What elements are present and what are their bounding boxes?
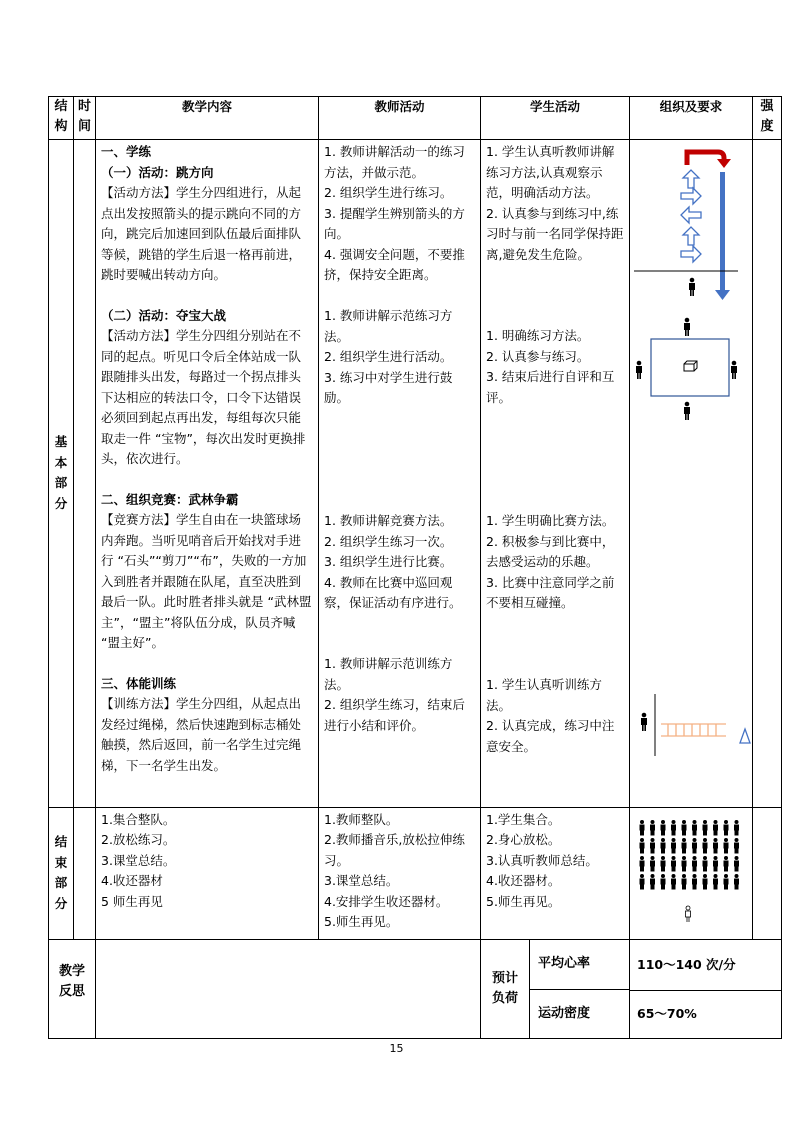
student-g2-item: 2. 认真参与练习。 xyxy=(486,348,590,364)
end-student-item: 3.认真听教师总结。 xyxy=(486,852,598,868)
end-content-cell xyxy=(96,807,319,940)
student-figure-icon xyxy=(734,838,739,854)
student-figure-icon xyxy=(661,874,666,890)
basic-intensity-cell xyxy=(753,140,782,808)
end-content-item: 5 师生再见 xyxy=(101,893,163,909)
end-teacher-item: 2.教师播音乐,放松拉伸练习。 xyxy=(324,832,465,868)
student-g1-item: 1. 学生认真听教师讲解练习方法,认真观察示范，明确活动方法。 xyxy=(486,144,615,200)
teacher-g1-item: 1. 教师讲解活动一的练习方法，并做示范。 xyxy=(324,144,465,180)
basic-teacher-cell xyxy=(319,140,481,808)
density-value-cell xyxy=(630,990,782,1039)
density-label: 运动密度 xyxy=(538,1005,591,1021)
heart-rate-value: 110～140 次/分 xyxy=(637,956,736,972)
basic-section-time xyxy=(74,140,96,808)
student-figure-icon xyxy=(703,820,708,836)
heart-rate-label: 平均心率 xyxy=(538,956,591,972)
load-label: 预计负荷 xyxy=(491,971,518,1006)
student-figure-icon xyxy=(724,874,729,890)
arrow-up-icon xyxy=(683,170,699,188)
marker-cone-icon xyxy=(740,729,750,743)
content-heading-3: 三、体能训练 xyxy=(101,675,177,691)
end-teacher-item: 3.课堂总结。 xyxy=(324,873,399,888)
student-figure-icon xyxy=(650,874,655,890)
teacher-g1-item: 3. 提醒学生辨别箭头的方向。 xyxy=(324,205,465,241)
organization-diagrams xyxy=(630,140,753,800)
end-content-item: 4.收还器材 xyxy=(101,873,163,888)
arrow-right-icon xyxy=(681,246,701,262)
student-g1-item: 2. 认真参与到练习中,练习时与前一名同学保持距离,避免发生危险。 xyxy=(486,205,624,262)
student-figure-icon xyxy=(650,838,655,854)
person-icon xyxy=(689,278,695,296)
person-icon xyxy=(641,713,647,731)
end-intensity-cell xyxy=(753,807,782,940)
person-icon xyxy=(636,361,642,379)
content-sub2-text: 【活动方法】学生分四组分别站在不同的起点。听见口令后全体站成一队跟随排头出发，每路过一个拐点排头下达相应的转法口令，口令下达错误必须回到起点再出发，每组每次只能取走一件 “宝物”，每次出发时更换排头，依次进行。 xyxy=(101,328,306,466)
student-figure-icon xyxy=(640,874,645,890)
student-figure-icon xyxy=(703,856,708,872)
end-teacher-item: 1.教师整队。 xyxy=(324,811,399,827)
teacher-g2-item: 1. 教师讲解示范练习方法。 xyxy=(324,308,453,344)
teacher-g4-item: 2. 组织学生练习，结束后进行小结和评价。 xyxy=(324,697,465,733)
turn-arrow-icon xyxy=(687,152,724,165)
reflection-row xyxy=(49,940,782,991)
content-heading-1: 一、学练 xyxy=(101,144,152,159)
header-structure: 结构 xyxy=(49,97,74,140)
turn-arrow-head-icon xyxy=(717,159,731,168)
end-student-item: 4.收还器材。 xyxy=(486,873,561,888)
arrow-left-icon xyxy=(681,207,701,223)
student-figure-icon xyxy=(650,820,655,836)
end-teacher-item: 5.师生再见。 xyxy=(324,914,399,929)
return-arrow-head-icon xyxy=(715,290,730,300)
basic-organization-cell xyxy=(630,140,753,808)
end-section-label: 结束部分 xyxy=(49,807,74,940)
student-figure-icon xyxy=(703,838,708,854)
jump-direction-diagram xyxy=(634,152,738,300)
end-organization-cell xyxy=(630,807,753,940)
end-teacher-item: 4.安排学生收还器材。 xyxy=(324,893,449,909)
teacher-g4-item: 1. 教师讲解示范训练方法。 xyxy=(324,656,453,692)
student-g2-item: 1. 明确练习方法。 xyxy=(486,328,590,343)
arrow-up-icon xyxy=(683,227,699,245)
person-icon xyxy=(684,318,690,336)
end-student-item: 1.学生集合。 xyxy=(486,811,561,827)
student-figure-icon xyxy=(640,838,645,854)
student-figure-icon xyxy=(713,820,718,836)
student-figure-icon xyxy=(661,838,666,854)
student-g4-item: 2. 认真完成，练习中注意安全。 xyxy=(486,718,615,754)
student-figure-icon xyxy=(734,820,739,836)
teacher-figure-icon xyxy=(686,906,691,922)
student-figure-icon xyxy=(682,856,687,872)
teacher-g3-item: 3. 组织学生进行比赛。 xyxy=(324,554,453,569)
student-figure-icon xyxy=(692,838,697,854)
reflection-text-cell xyxy=(96,940,481,1039)
basic-section-label: 基本部分 xyxy=(49,140,74,808)
end-student-item: 2.身心放松。 xyxy=(486,832,561,847)
student-figure-icon xyxy=(692,874,697,890)
student-figure-icon xyxy=(724,820,729,836)
student-figure-icon xyxy=(682,838,687,854)
content-sub3-text: 【竞赛方法】学生自由在一块篮球场内奔跑。当听见哨音后开始找对手进行 “石头”“剪刀”“布”，失败的一方加入到胜者并跟随在队尾，直至决胜到最后一队。此时胜者排头就是 “武林盟主”，“盟主”将队伍分成，队员齐喊 “盟主好”。 xyxy=(101,512,312,650)
student-figure-icon xyxy=(713,874,718,890)
end-student-cell xyxy=(481,807,630,940)
student-figure-icon xyxy=(661,856,666,872)
rope-ladder xyxy=(661,724,726,736)
student-figure-icon xyxy=(682,820,687,836)
header-content: 教学内容 xyxy=(96,97,319,140)
heart-rate-value-cell xyxy=(630,940,782,991)
basic-student-cell xyxy=(481,140,630,808)
teacher-g3-item: 1. 教师讲解竞赛方法。 xyxy=(324,513,453,528)
end-content-item: 3.课堂总结。 xyxy=(101,852,176,868)
reflection-label: 教学反思 xyxy=(58,964,85,999)
person-icon xyxy=(684,402,690,420)
end-section-row xyxy=(49,807,782,940)
teacher-g1-item: 2. 组织学生进行练习。 xyxy=(324,185,453,200)
content-sub4-text: 【训练方法】学生分四组，从起点出发经过绳梯，然后快速跑到标志桶处触摸，然后返回，前一名学生过完绳梯，下一名学生出发。 xyxy=(101,696,302,773)
header-intensity: 强度 xyxy=(753,97,782,140)
student-figure-icon xyxy=(671,820,676,836)
student-figure-icon xyxy=(692,856,697,872)
student-figure-icon xyxy=(671,838,676,854)
end-section-time xyxy=(74,807,96,940)
header-organization: 组织及要求 xyxy=(630,97,753,140)
student-figure-icon xyxy=(682,874,687,890)
end-teacher-cell xyxy=(319,807,481,940)
person-icon xyxy=(731,361,737,379)
treasure-box-icon xyxy=(684,361,697,371)
student-figure-icon xyxy=(724,856,729,872)
end-content-item: 1.集合整队。 xyxy=(101,811,176,827)
teacher-g2-item: 3. 练习中对学生进行鼓励。 xyxy=(324,369,453,405)
teacher-g3-item: 2. 组织学生练习一次。 xyxy=(324,533,453,549)
student-figure-icon xyxy=(734,874,739,890)
teacher-g1-item: 4. 强调安全问题，不要推挤，保持安全距离。 xyxy=(324,246,465,282)
student-figure-icon xyxy=(640,856,645,872)
student-g3-item: 3. 比赛中注意同学之前不要相互碰撞。 xyxy=(486,574,615,610)
basic-content-cell xyxy=(96,140,319,808)
teacher-g2-item: 2. 组织学生进行活动。 xyxy=(324,349,453,364)
header-student: 学生活动 xyxy=(481,97,630,140)
student-g3-item: 2. 积极参与到比赛中，去感受运动的乐趣。 xyxy=(486,533,615,569)
reflection-label-cell xyxy=(49,940,96,1039)
page-number: 15 xyxy=(389,1042,404,1055)
student-figure-icon xyxy=(724,838,729,854)
header-row xyxy=(49,97,782,140)
teacher-g3-item: 4. 教师在比赛中巡回观察，保证活动有序进行。 xyxy=(324,574,462,610)
student-g2-item: 3. 结束后进行自评和互评。 xyxy=(486,369,615,405)
header-teacher: 教师活动 xyxy=(319,97,481,140)
student-figure-icon xyxy=(661,820,666,836)
content-sub1-text: 【活动方法】学生分四组进行，从起点出发按照箭头的提示跳向不同的方向，跳完后加速回到队伍最后面排队等候，跳错的学生后退一格再前进，跳时要喊出转动方向。 xyxy=(101,185,302,282)
lesson-plan-table xyxy=(48,96,782,1039)
basic-section-row xyxy=(49,140,782,808)
student-figure-icon xyxy=(734,856,739,872)
student-figure-icon xyxy=(671,874,676,890)
arrow-right-icon xyxy=(681,188,701,204)
density-value: 65～70% xyxy=(637,1006,697,1021)
student-g3-item: 1. 学生明确比赛方法。 xyxy=(486,513,615,528)
student-figure-icon xyxy=(650,856,655,872)
formation-diagram xyxy=(630,808,753,933)
content-sub2-title: （二）活动：夺宝大战 xyxy=(101,307,227,323)
student-figure-icon xyxy=(671,856,676,872)
end-student-item: 5.师生再见。 xyxy=(486,893,561,909)
content-heading-2: 二、组织竞赛：武林争霸 xyxy=(101,491,239,507)
student-figure-icon xyxy=(703,874,708,890)
end-content-item: 2.放松练习。 xyxy=(101,832,176,847)
student-g4-item: 1. 学生认真听训练方法。 xyxy=(486,677,602,713)
student-figure-icon xyxy=(640,820,645,836)
student-formation xyxy=(640,820,740,890)
header-time: 时间 xyxy=(74,97,96,140)
student-figure-icon xyxy=(713,856,718,872)
student-figure-icon xyxy=(692,820,697,836)
student-figure-icon xyxy=(713,838,718,854)
content-sub1-title: （一）活动：跳方向 xyxy=(101,164,214,180)
load-cell xyxy=(481,940,630,1039)
return-arrow-icon xyxy=(720,172,725,290)
